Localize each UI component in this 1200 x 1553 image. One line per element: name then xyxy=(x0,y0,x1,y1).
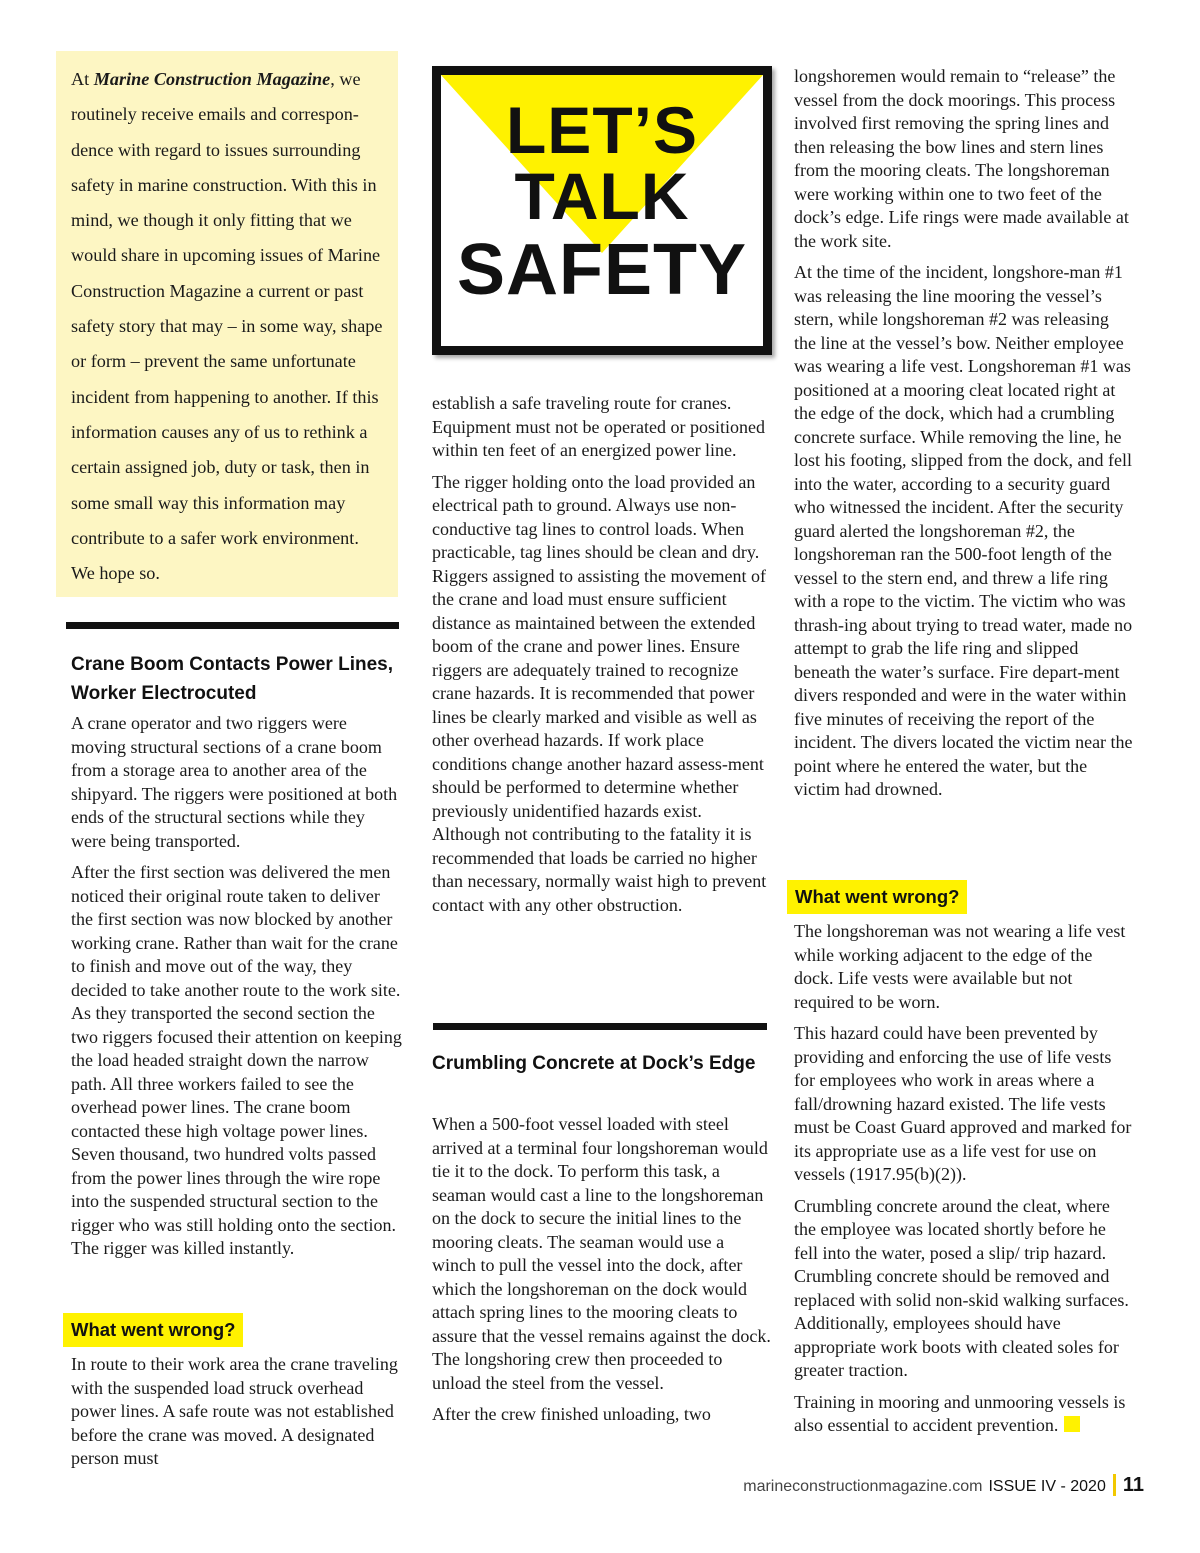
intro-box xyxy=(56,51,398,597)
intro-lead: At xyxy=(71,69,94,89)
paragraph: longshoremen would remain to “release” the vessel from the dock moorings. This process involved first removing the spring lines and then releasing the bow lines and stern lines from the mooring cleats. The longshoreman were working within one to two feet of the dock’s edge. Life rings were made available at the work site. xyxy=(794,66,1129,251)
magazine-name: Marine Construction Magazine xyxy=(93,69,331,89)
paragraph xyxy=(794,1391,1134,1438)
story1-title: Crane Boom Contacts Power Lines, Worker Electrocuted xyxy=(71,654,394,704)
paragraph: In route to their work area the crane traveling with the suspended load struck overhead power lines. A safe route was not established before the crane was moved. A designated person must xyxy=(71,1354,398,1468)
paragraph: The longshoreman was not wearing a life vest while working adjacent to the edge of the dock. Life vests were available but not required to be worn. xyxy=(794,921,1126,1012)
closing-text: Training in mooring and unmooring vessels is also essential to accident prevention. xyxy=(794,1391,1126,1435)
story2-wrong-body xyxy=(794,920,1134,1446)
logo-word-talk: TALK xyxy=(514,159,690,233)
paragraph: After the first section was delivered the men noticed their original route taken to deliver the first section was now blocked by another working crane. Rather than wait for the crane to finish and move out of the way, they decided to take another route to the work site. As they transported the second section the two riggers focused their attention on keeping the load headed straight down the narrow path. All three workers failed to see the overhead power lines. The crane boom contacted these high voltage power lines. Seven thousand, two hundred volts passed from the power lines through the wire rope into the suspended structural section to the rigger who was still holding onto the section. The rigger was killed instantly. xyxy=(71,862,402,1258)
section-rule xyxy=(66,622,399,629)
paragraph: The rigger holding onto the load provided an electrical path to ground. Always use non-conductive tag lines to control loads. When practicable, tag lines should be clean and dry. Riggers assigned to assisting the movement of the crane and load must ensure sufficient distance as maintained between the extended boom of the crane and power lines. Ensure riggers are adequately trained to recognize crane hazards. It is recommended that power lines be clearly marked and visible as well as other overhead hazards. If work place conditions change another hazard assess-ment should be performed to determine whether previously unidentified hazards exist. Although not contributing to the fatality it is recommended that loads be carried no higher than necessary, normally waist high to prevent contact with any other obstruction. xyxy=(432,471,767,915)
page-footer xyxy=(743,1474,1144,1497)
logo-word-lets: LET’S xyxy=(505,93,698,167)
paragraph: This hazard could have been prevented by providing and enforcing the use of life vests for employees who work in areas where a fall/drowning hazard existed. The life vests must be Coast Guard approved and marked for its appropriate use as a life vest for use on vessels (1917.95(b)(2)). xyxy=(794,1023,1132,1184)
story1-wrong-body xyxy=(71,1353,401,1479)
paragraph: establish a safe traveling route for cranes. Equipment must not be operated or positioned within ten feet of an energized power line. xyxy=(432,393,765,460)
paragraph: After the crew finished unloading, two xyxy=(432,1404,711,1424)
story2-body xyxy=(432,1113,772,1435)
story1-body xyxy=(71,712,403,1269)
paragraph: Crumbling concrete around the cleat, where the employee was located shortly before he fell into the water, posed a slip/ trip hazard. Crumbling concrete should be removed and replaced with solid non-skid walking surfaces. Additionally, employees should have appropriate work boots with cleated soles for greater traction. xyxy=(794,1195,1129,1380)
paragraph: When a 500-foot vessel loaded with steel arrived at a terminal four longshoreman would tie it to the dock. To perform this task, a seaman would cast a line to the longshoreman on the dock to secure the initial lines to the mooring cleats. The seaman would use a winch to pull the vessel into the dock, after which the longshoreman on the dock would attach spring lines to the mooring cleats to assure that the vessel remains against the dock. The longshoring crew then proceeded to unload the steel from the vessel. xyxy=(432,1114,771,1393)
story2-continued xyxy=(794,65,1134,810)
page-number: 11 xyxy=(1122,1474,1144,1496)
footer-divider xyxy=(1113,1474,1116,1496)
end-mark-icon xyxy=(1064,1416,1080,1432)
paragraph: A crane operator and two riggers were moving structural sections of a crane boom from a storage area to another area of the shipyard. The riggers were positioned at both ends of the structural sections while they were being transported. xyxy=(71,713,398,851)
story1-continued xyxy=(432,392,772,925)
lets-talk-safety-logo xyxy=(432,66,772,355)
intro-text: , we routinely receive emails and correspon-dence with regard to issues surrounding safety in marine construction. With this in mind, we though it only fitting that we would share in upcoming issues of Marine Construction Magazine a current or past safety story that may – in some way, shape or form – prevent the same unfortunate incident from happening to another. If this information causes any of us to rethink a certain assigned job, duty or task, then in some small way this information may contribute to a safer work environment. We hope so. xyxy=(71,69,383,584)
paragraph: At the time of the incident, longshore-man #1 was releasing the line mooring the vessel’s stern, while longshoreman #2 was releasing the line at the vessel’s bow. Neither employee was wearing a life vest. Longshoreman #1 was positioned at a mooring cleat located right at the edge of the dock, which had a crumbling concrete surface. While removing the line, he lost his footing, slipped from the dock, and fell into the water, according to a security guard who witnessed the incident. After the security guard alerted the longshoreman #2, the longshoreman ran the 500-foot length of the vessel to the stern end, and threw a life ring with a rope to the victim. The victim who was thrash-ing about trying to tread water, made no attempt to grab the life ring and slipped beneath the water’s surface. Fire depart-ment divers responded and were in the water within five minutes of receiving the report of the incident. The divers located the victim near the point where he entered the water, but the victim had drowned. xyxy=(794,262,1133,799)
logo-word-safety: SAFETY xyxy=(456,230,748,310)
section-rule xyxy=(433,1023,767,1030)
what-went-wrong-badge: What went wrong? xyxy=(63,1313,243,1347)
story2-title: Crumbling Concrete at Dock’s Edge xyxy=(432,1053,756,1074)
footer-issue: ISSUE IV - 2020 xyxy=(988,1478,1106,1495)
what-went-wrong-badge: What went wrong? xyxy=(787,880,967,914)
footer-site: marineconstructionmagazine.com xyxy=(743,1478,983,1495)
